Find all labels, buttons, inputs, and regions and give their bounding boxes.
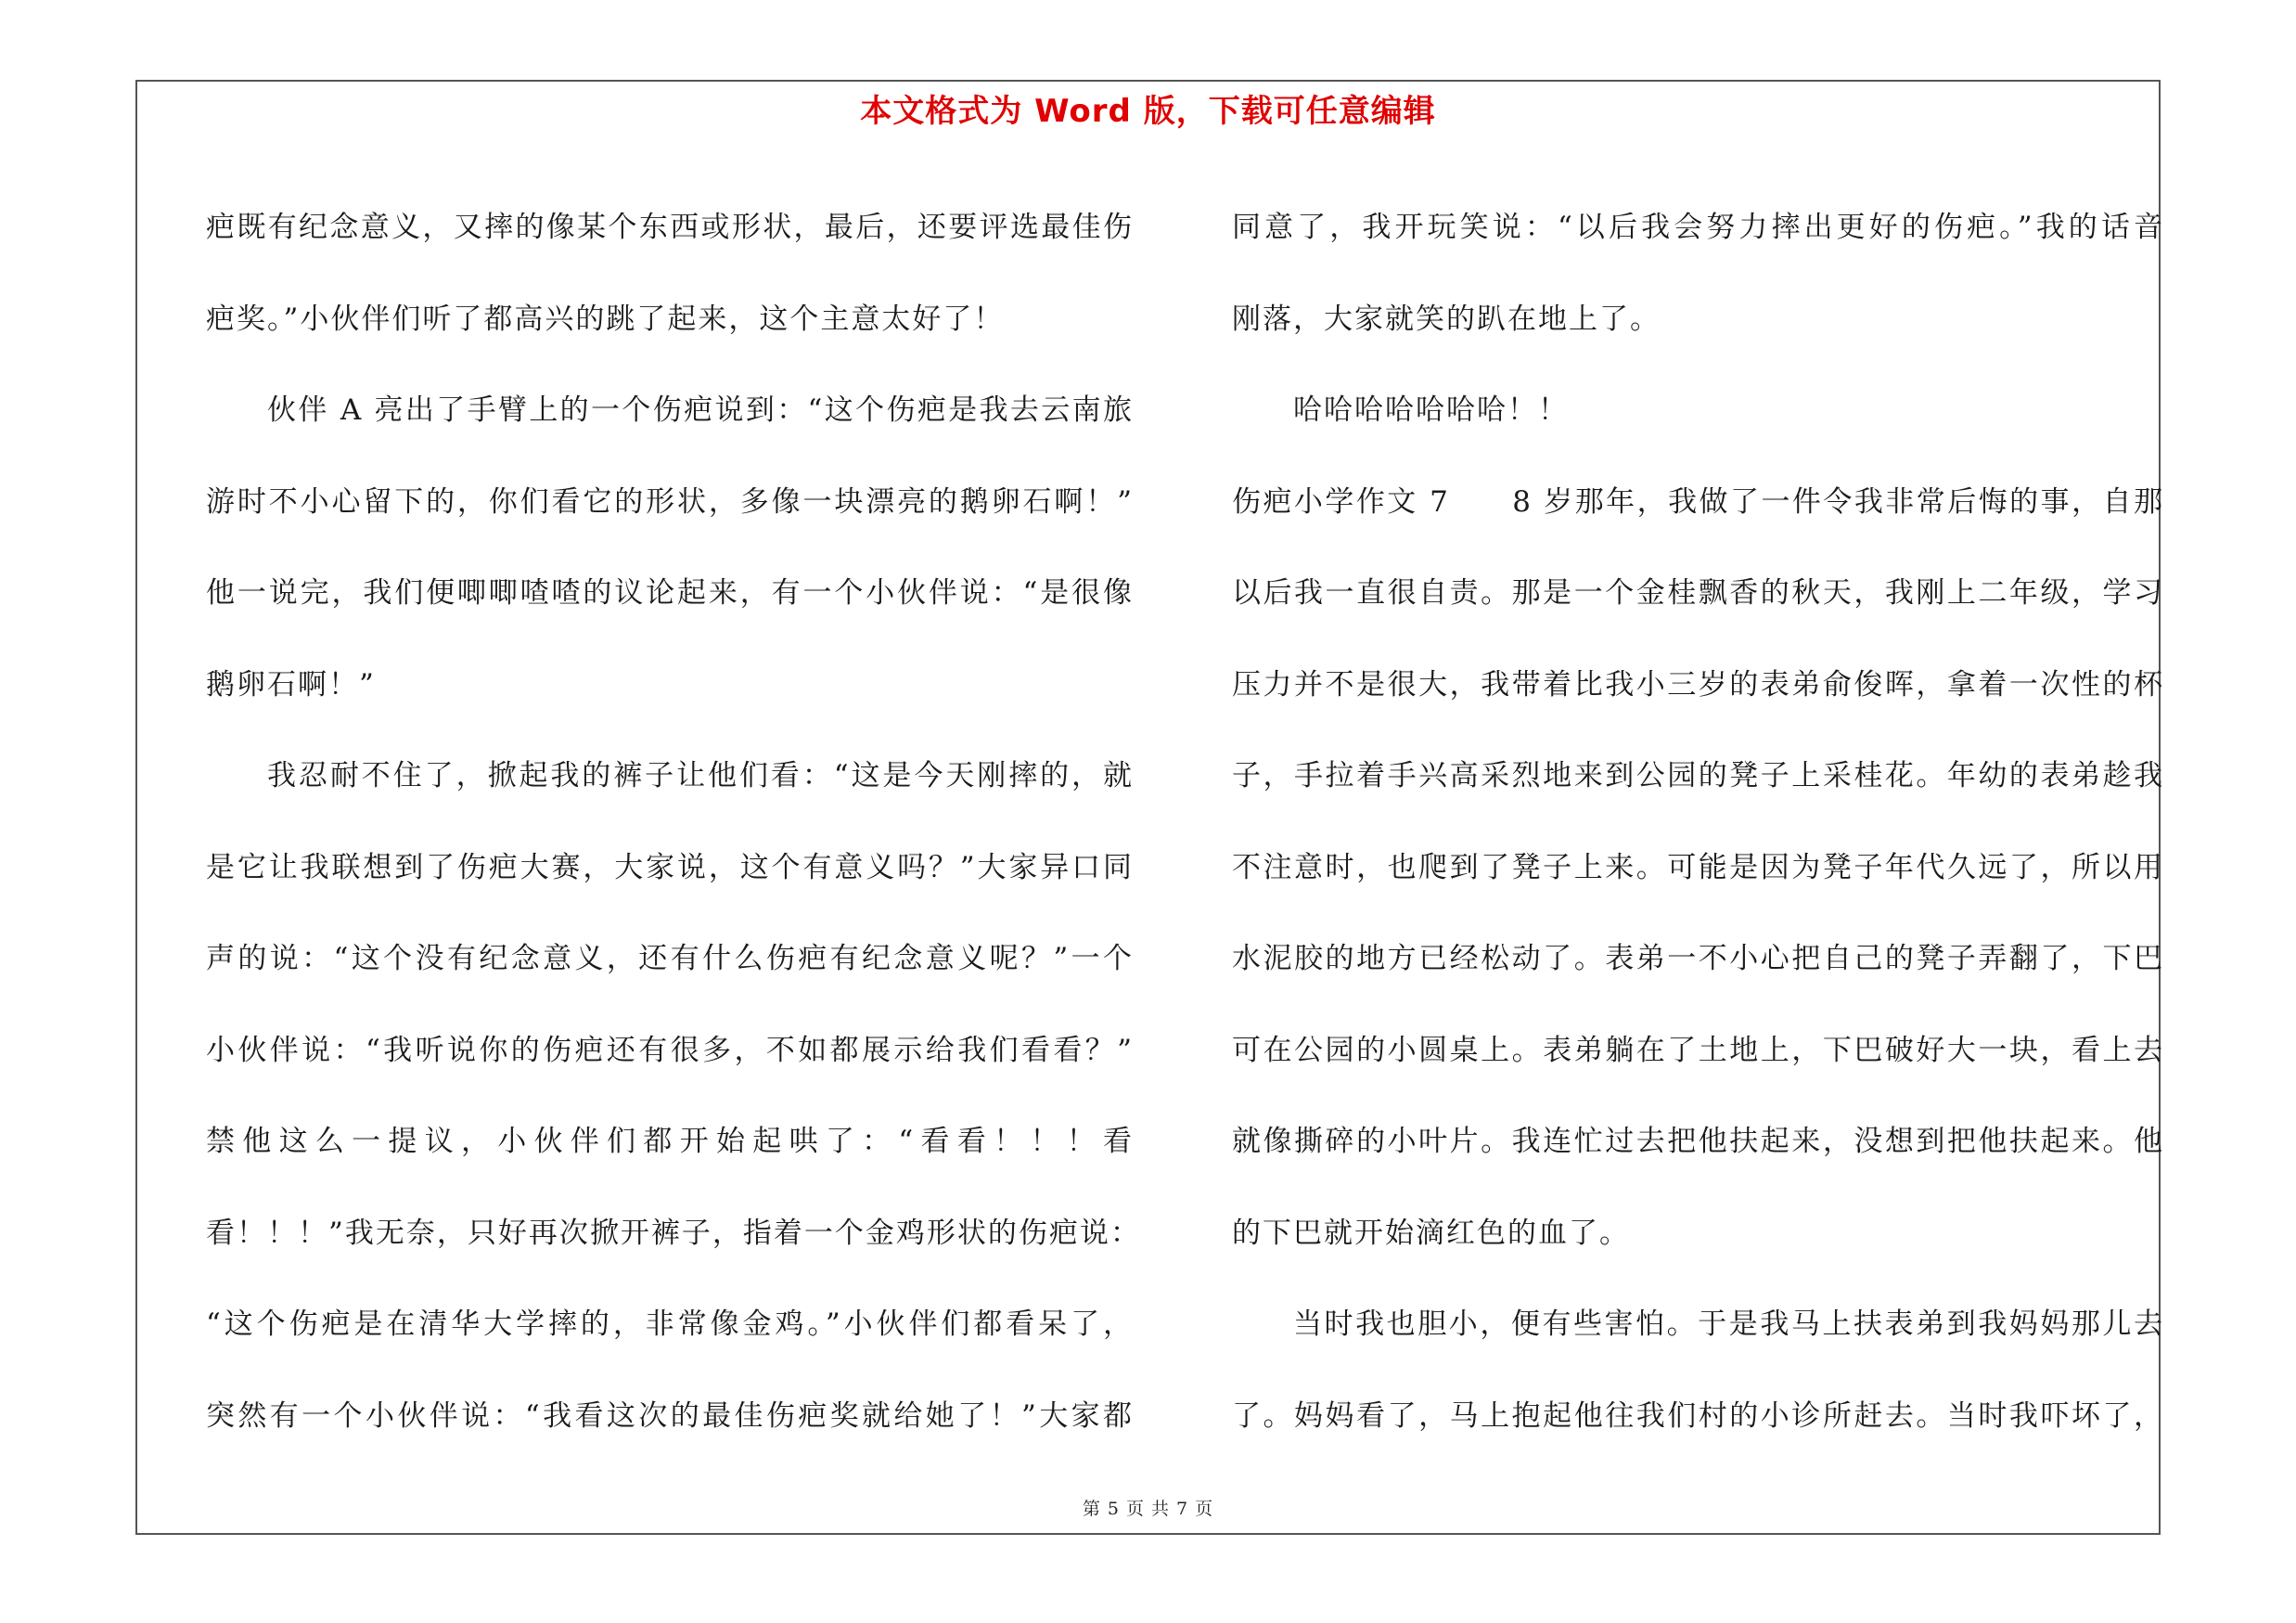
page-number: 第 5 页 共 7 页 [1082,1499,1214,1519]
text-line: 以后我一直很自责。那是一个金桂飘香的秋天，我刚上二年级，学习 [1232,576,2164,610]
text-line: 了。妈妈看了，马上抱起他往我们村的小诊所赶去。当时我吓坏了， [1232,1398,2164,1433]
text-line: 禁他这么一提议，小伙伴们都开始起哄了：“看看！！！看 [206,1125,1134,1158]
text-line: 是它让我联想到了伤疤大赛，大家说，这个有意义吗？”大家异口同 [206,850,1134,884]
right-text-column [1232,182,2164,1462]
text-line: 疤既有纪念意义，又摔的像某个东西或形状，最后，还要评选最佳伤 [206,211,1134,244]
text-line: 他一说完，我们便唧唧喳喳的议论起来，有一个小伙伴说：“是很像 [206,576,1134,610]
text-line: 声的说：“这个没有纪念意义，还有什么伤疤有纪念意义呢？”一个 [206,942,1134,975]
text-line: 看！！！”我无奈，只好再次掀开裤子，指着一个金鸡形状的伤疤说： [206,1216,1141,1250]
format-banner: 本文格式为 Word 版，下载可任意编辑 [860,93,1436,130]
text-line: 疤奖。”小伙伴们听了都高兴的跳了起来，这个主意太好了！ [206,302,1005,336]
text-line: 不注意时，也爬到了凳子上来。可能是因为凳子年代久远了，所以用 [1232,850,2164,884]
left-text-column [206,182,1141,1462]
text-line: 游时不小心留下的，你们看它的形状，多像一块漂亮的鹅卵石啊！” [206,484,1134,519]
text-line: 鹅卵石啊！” [206,667,376,702]
text-line: 压力并不是很大，我带着比我小三岁的表弟俞俊晖，拿着一次性的杯 [1232,667,2164,702]
text-line: 当时我也胆小，便有些害怕。于是我马上扶表弟到我妈妈那儿去 [1293,1307,2164,1341]
text-line: “这个伤疤是在清华大学摔的，非常像金鸡。”小伙伴们都看呆了， [206,1307,1134,1341]
text-line: 伤疤小学作文 7 8 岁那年，我做了一件令我非常后悔的事，自那 [1232,484,2164,519]
text-line: 刚落，大家就笑的趴在地上了。 [1232,302,1661,336]
text-line: 同意了，我开玩笑说：“以后我会努力摔出更好的伤疤。”我的话音 [1232,211,2164,244]
text-line: 就像撕碎的小叶片。我连忙过去把他扶起来，没想到把他扶起来。他 [1232,1125,2164,1158]
text-line: 突然有一个小伙伴说：“我看这次的最佳伤疤奖就给她了！”大家都 [206,1398,1134,1433]
text-line: 水泥胶的地方已经松动了。表弟一不小心把自己的凳子弄翻了，下巴 [1232,942,2164,975]
text-line: 伙伴 A 亮出了手臂上的一个伤疤说到：“这个伤疤是我去云南旅 [267,393,1134,427]
text-line: 我忍耐不住了，掀起我的裤子让他们看：“这是今天刚摔的，就 [267,759,1134,792]
text-line: 小伙伴说：“我听说你的伤疤还有很多，不如都展示给我们看看？” [206,1033,1134,1067]
text-line: 可在公园的小圆桌上。表弟躺在了土地上，下巴破好大一块，看上去 [1232,1033,2164,1067]
text-line: 哈哈哈哈哈哈哈！！ [1293,393,1569,427]
text-line: 的下巴就开始滴红色的血了。 [1232,1216,1630,1250]
text-line: 子，手拉着手兴高采烈地来到公园的凳子上采桂花。年幼的表弟趁我 [1232,759,2164,792]
